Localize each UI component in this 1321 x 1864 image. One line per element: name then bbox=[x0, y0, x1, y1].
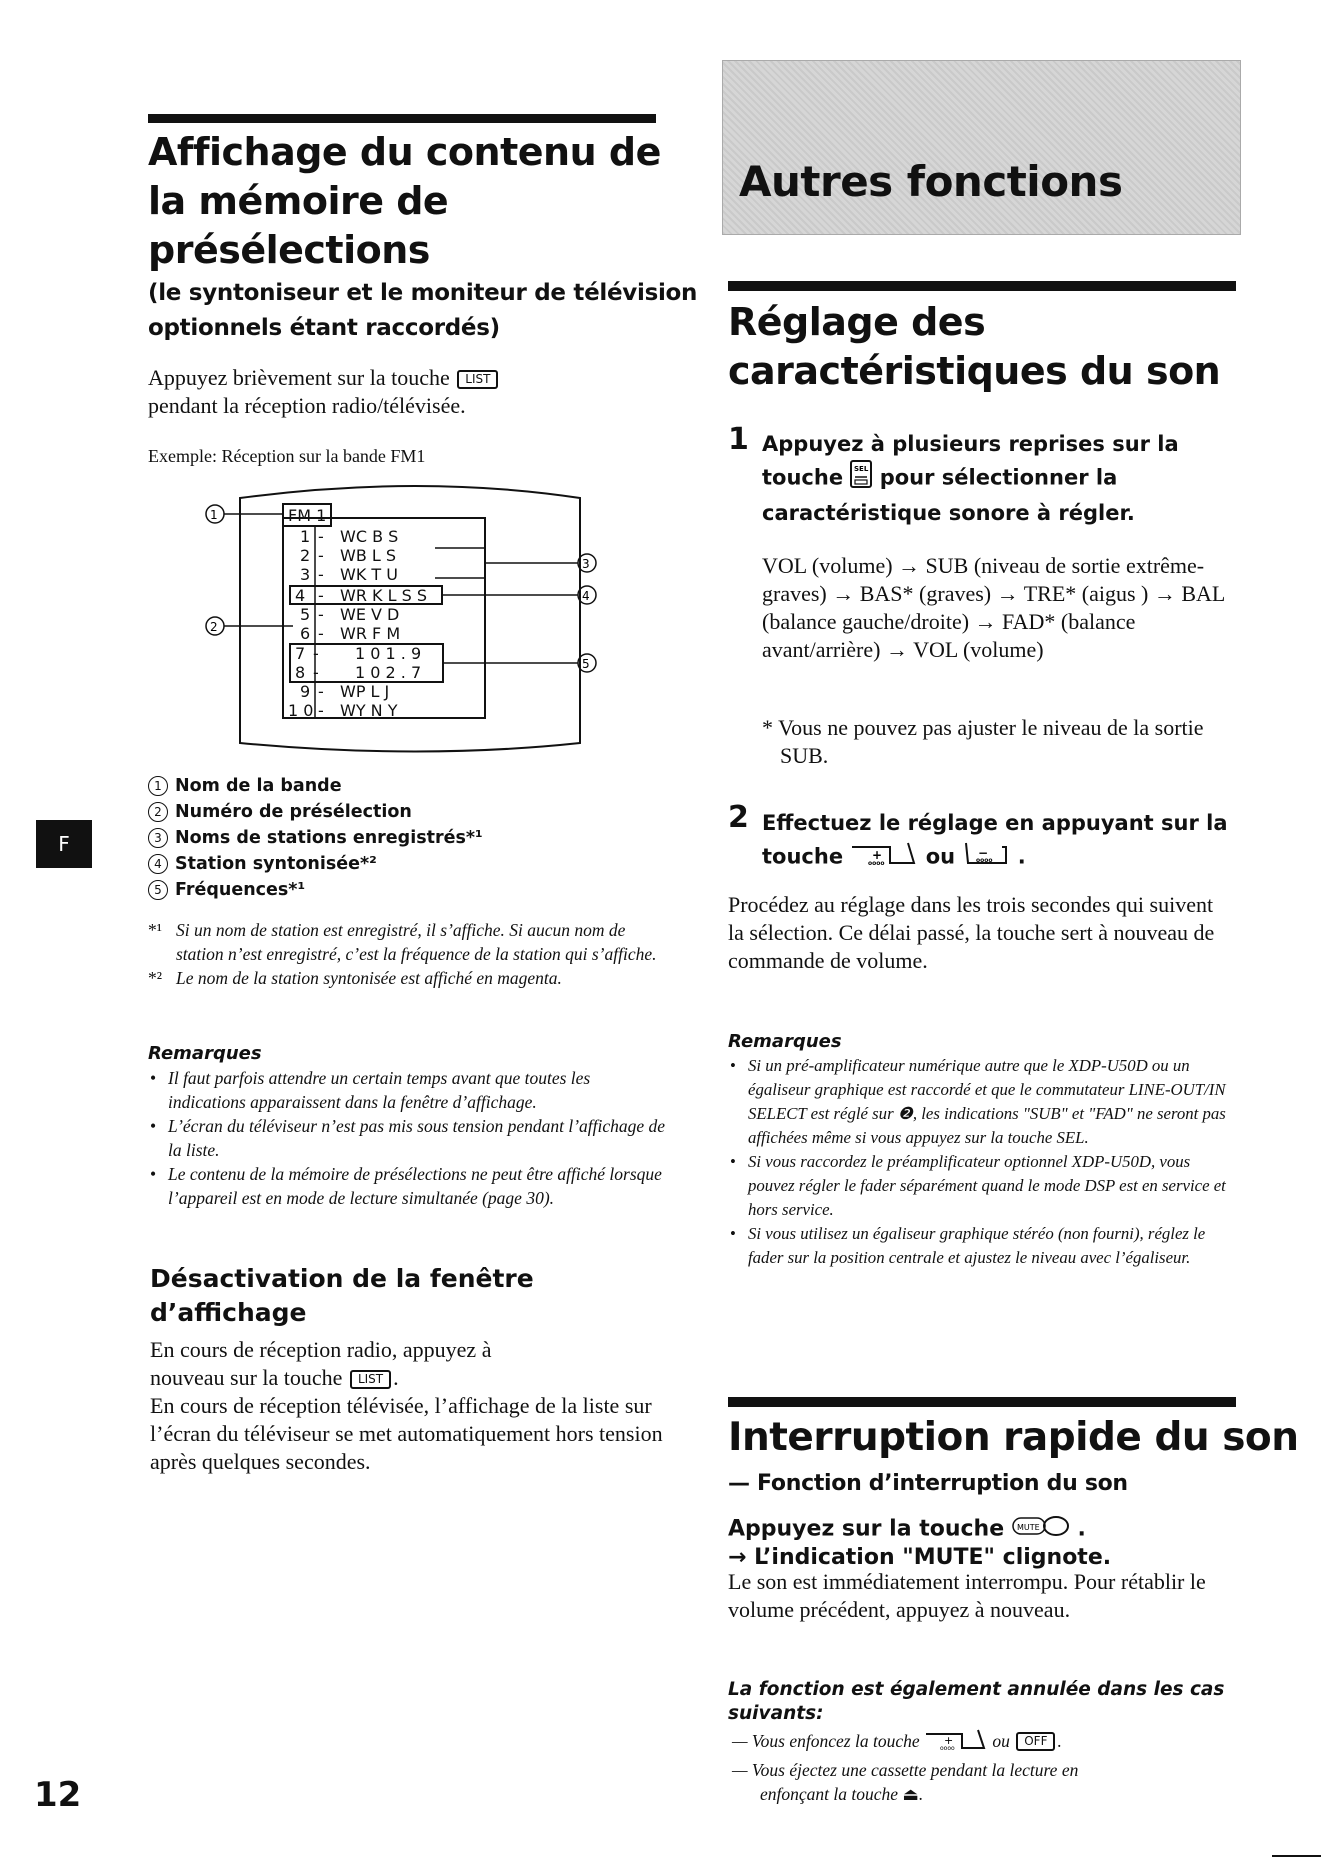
left-remarks: Remarques • Il faut parfois attendre un certain temps avant que toutes les indications apparaissent dans la fenêtre d’affichage. • L’écran du téléviseur n’est pas mis sous tension pendant l’affichage de la liste. • Le contenu de la mémoire de présélections ne peut être affiché lorsque l’appareil est en mode de lecture simultanée (page 30). bbox=[148, 1042, 668, 1210]
step-1-instruction: Appuyez à plusieurs reprises sur la touche SEL pour sélectionner la caractéristique sonore à régler. bbox=[762, 432, 1179, 525]
svg-text:4: 4 bbox=[582, 589, 590, 603]
volume-up-button-icon bbox=[850, 839, 918, 876]
step-1-note: * Vous ne pouvez pas ajuster le niveau de la sortie SUB. bbox=[762, 715, 1204, 768]
footnote-1: *¹ Si un nom de station est enregistré, il s’affiche. Si aucun nom de station n’est enregistré, c’est la fréquence de la station qui s’affiche. bbox=[148, 920, 657, 964]
left-subtitle: (le syntoniseur et le moniteur de télévision optionnels étant raccordés) bbox=[148, 280, 698, 341]
svg-text:SEL: SEL bbox=[854, 465, 869, 473]
callout-3 bbox=[435, 548, 596, 578]
example-caption: Exemple: Réception sur la bande FM1 bbox=[148, 446, 426, 466]
top-rule-right bbox=[728, 281, 1236, 291]
svg-text:oooo: oooo bbox=[868, 860, 885, 867]
svg-text:WY N Y: WY N Y bbox=[340, 701, 398, 720]
legend-item-1: 1 Nom de la bande bbox=[148, 773, 668, 799]
svg-text:3: 3 bbox=[300, 565, 311, 584]
list-key-icon: LIST bbox=[457, 370, 498, 389]
remark-item: • Si vous raccordez le préamplificateur optionnel XDP-U50D, vous pouvez régler le fader séparément quand le mode DSP est en service et hors service. bbox=[728, 1150, 1228, 1222]
off-key-icon: OFF bbox=[1016, 1732, 1055, 1751]
preset-row-4 bbox=[290, 586, 442, 605]
legend-item-5: 5 Fréquences*¹ bbox=[148, 877, 668, 903]
svg-text:+: + bbox=[872, 848, 883, 862]
band-label: FM 1 bbox=[288, 506, 327, 525]
svg-text:-: - bbox=[318, 624, 324, 643]
svg-text:8: 8 bbox=[295, 663, 306, 682]
svg-text:-: - bbox=[318, 682, 324, 701]
preset-rows bbox=[288, 527, 443, 720]
svg-text:+: + bbox=[943, 1734, 954, 1747]
svg-text:9: 9 bbox=[300, 682, 311, 701]
volume-up-button-icon bbox=[924, 1728, 988, 1758]
list-key-icon: LIST bbox=[350, 1370, 391, 1389]
step-1-sequence: VOL (volume) → SUB (niveau de sortie extrême-graves) → BAS* (graves) → TRE* (aigus ) → BAL (balance gauche/droite) → FAD* (balance avant/arrière) → VOL (volume) bbox=[762, 553, 1225, 662]
section-banner bbox=[722, 60, 1241, 235]
svg-text:MUTE: MUTE bbox=[1016, 1523, 1040, 1532]
svg-text:WE V D: WE V D bbox=[340, 605, 400, 624]
remark-item: • Le contenu de la mémoire de présélections ne peut être affiché lorsque l’appareil est en mode de lecture simultanée (page 30). bbox=[148, 1162, 668, 1210]
language-tab: F bbox=[36, 820, 92, 868]
mute-button-icon bbox=[1012, 1515, 1070, 1544]
section2-body: En cours de réception radio, appuyez à nouveau sur la touche LIST . En cours de réception télévisée, l’affichage de la liste sur l’écran du téléviseur se met automatiquement hors tension après quelques secondes. bbox=[150, 1337, 663, 1474]
svg-text:5: 5 bbox=[582, 657, 590, 671]
preset-memory-diagram bbox=[195, 478, 615, 763]
svg-text:-: - bbox=[318, 527, 324, 546]
svg-text:-: - bbox=[318, 586, 324, 605]
preset-row-9 bbox=[300, 682, 389, 701]
bottom-edge-rule bbox=[1272, 1855, 1321, 1857]
volume-down-button-icon bbox=[962, 839, 1010, 876]
preset-diagram-svg bbox=[195, 478, 615, 763]
preset-row-10 bbox=[288, 701, 398, 720]
page-number: 12 bbox=[34, 1775, 82, 1815]
svg-text:6: 6 bbox=[300, 624, 311, 643]
diagram-legend bbox=[148, 773, 668, 903]
step-2-instruction: Effectuez le réglage en appuyant sur la touche + oooo ou − oooo . bbox=[762, 807, 1242, 876]
remark-item: • Si un pré-amplificateur numérique autre que le XDP-U50D ou un égaliseur graphique est raccordé et que le commutateur LINE-OUT/IN SELECT est réglé sur ❷, les indications "SUB" et "FAD" ne seront pas affichées même si vous appuyez sur la touche SEL. bbox=[728, 1054, 1228, 1150]
svg-text:1 0 1 . 9: 1 0 1 . 9 bbox=[355, 644, 422, 663]
svg-text:oooo: oooo bbox=[976, 857, 993, 864]
sel-button-icon bbox=[850, 460, 872, 497]
left-title: Affichage du contenu de la mémoire de présélections bbox=[148, 130, 661, 272]
cancel-conditions bbox=[732, 1728, 1232, 1806]
cancel-conditions-title: La fonction est également annulée dans les cas suivants: bbox=[728, 1679, 1225, 1724]
right-title: Réglage des caractéristiques du son bbox=[728, 300, 1221, 393]
section3-rule bbox=[728, 1397, 1236, 1407]
svg-text:1: 1 bbox=[300, 527, 311, 546]
svg-text:-: - bbox=[318, 565, 324, 584]
callout-4 bbox=[442, 586, 596, 604]
step-1-number: 1 bbox=[728, 422, 749, 457]
footnotes bbox=[148, 918, 668, 990]
svg-text:2: 2 bbox=[210, 620, 218, 634]
svg-text:-: - bbox=[313, 644, 319, 663]
svg-text:-: - bbox=[313, 663, 319, 682]
section3-title: Interruption rapide du son bbox=[728, 1415, 1299, 1460]
callout-1 bbox=[206, 505, 283, 523]
section3-subtitle: — Fonction d’interruption du son bbox=[728, 1471, 1128, 1496]
cancel-item-2: — Vous éjectez une cassette pendant la lecture en bbox=[732, 1760, 1079, 1780]
svg-text:1 0 2 . 7: 1 0 2 . 7 bbox=[355, 663, 422, 682]
remark-item: • Si vous utilisez un égaliseur graphique stéréo (non fourni), réglez le fader sur la position centrale et ajustez le niveau avec l’égaliseur. bbox=[728, 1222, 1228, 1270]
section2-title: Désactivation de la fenêtre d’affichage bbox=[150, 1264, 534, 1327]
step-2-body: Procédez au réglage dans les trois secondes qui suivent la sélection. Ce délai passé, la touche sert à nouveau de commande de volume. bbox=[728, 892, 1215, 973]
svg-text:1: 1 bbox=[210, 508, 218, 522]
mute-instruction: Appuyez sur la touche MUTE . → L’indication "MUTE" clignote. bbox=[728, 1516, 1112, 1570]
section3-body: Le son est immédiatement interrompu. Pour rétablir le volume précédent, appuyez à nouveau. bbox=[728, 1569, 1206, 1622]
svg-text:3: 3 bbox=[582, 557, 590, 571]
svg-text:-: - bbox=[318, 701, 324, 720]
svg-text:WR F M: WR F M bbox=[340, 624, 401, 643]
svg-text:4: 4 bbox=[295, 586, 306, 605]
cancel-item-2-cont: enfonçant la touche ⏏. bbox=[760, 1784, 924, 1804]
banner-title: Autres fonctions bbox=[739, 157, 1123, 206]
right-remarks: Remarques • Si un pré-amplificateur numérique autre que le XDP-U50D ou un égaliseur graphique est raccordé et que le commutateur LINE-OUT/IN SELECT est réglé sur ❷, les indications "SUB" et "FAD" ne seront pas affichées même si vous appuyez sur la touche SEL. • Si vous raccordez le préamplificateur optionnel XDP-U50D, vous pouvez régler le fader séparément quand le mode DSP est en service et hors service. • Si vous utilisez un égaliseur graphique stéréo (non fourni), réglez le fader sur la position centrale et ajustez le niveau avec l’égaliseur. bbox=[728, 1030, 1228, 1270]
top-rule-left bbox=[148, 114, 656, 123]
svg-text:2: 2 bbox=[300, 546, 311, 565]
svg-text:-: - bbox=[318, 546, 324, 565]
svg-text:1 0: 1 0 bbox=[288, 701, 314, 720]
step-2-number: 2 bbox=[728, 800, 749, 835]
remark-item: • L’écran du téléviseur n’est pas mis sous tension pendant l’affichage de la liste. bbox=[148, 1114, 668, 1162]
svg-text:7: 7 bbox=[295, 644, 306, 663]
svg-text:WB L S: WB L S bbox=[340, 546, 397, 565]
legend-item-3: 3 Noms de stations enregistrés*¹ bbox=[148, 825, 668, 851]
svg-text:WC B S: WC B S bbox=[340, 527, 399, 546]
svg-text:oooo: oooo bbox=[939, 1745, 955, 1752]
svg-text:WK T U: WK T U bbox=[340, 565, 398, 584]
remark-item: • Il faut parfois attendre un certain temps avant que toutes les indications apparaissent dans la fenêtre d’affichage. bbox=[148, 1066, 668, 1114]
svg-text:-: - bbox=[318, 605, 324, 624]
callout-2 bbox=[206, 617, 293, 635]
svg-text:WP L J: WP L J bbox=[340, 682, 390, 701]
legend-item-4: 4 Station syntonisée*² bbox=[148, 851, 668, 877]
footnote-2: *² Le nom de la station syntonisée est affiché en magenta. bbox=[148, 968, 562, 988]
callout-5 bbox=[443, 654, 596, 672]
svg-text:WR K L S S: WR K L S S bbox=[340, 586, 427, 605]
preset-row-8 bbox=[295, 663, 421, 682]
svg-text:5: 5 bbox=[300, 605, 311, 624]
intro-paragraph: Appuyez brièvement sur la touche LIST pendant la réception radio/télévisée. bbox=[148, 364, 668, 420]
legend-item-2: 2 Numéro de présélection bbox=[148, 799, 668, 825]
svg-text:−: − bbox=[978, 846, 989, 860]
cancel-item-1: — Vous enfoncez la touche + oooo ou OFF . bbox=[732, 1728, 1232, 1758]
